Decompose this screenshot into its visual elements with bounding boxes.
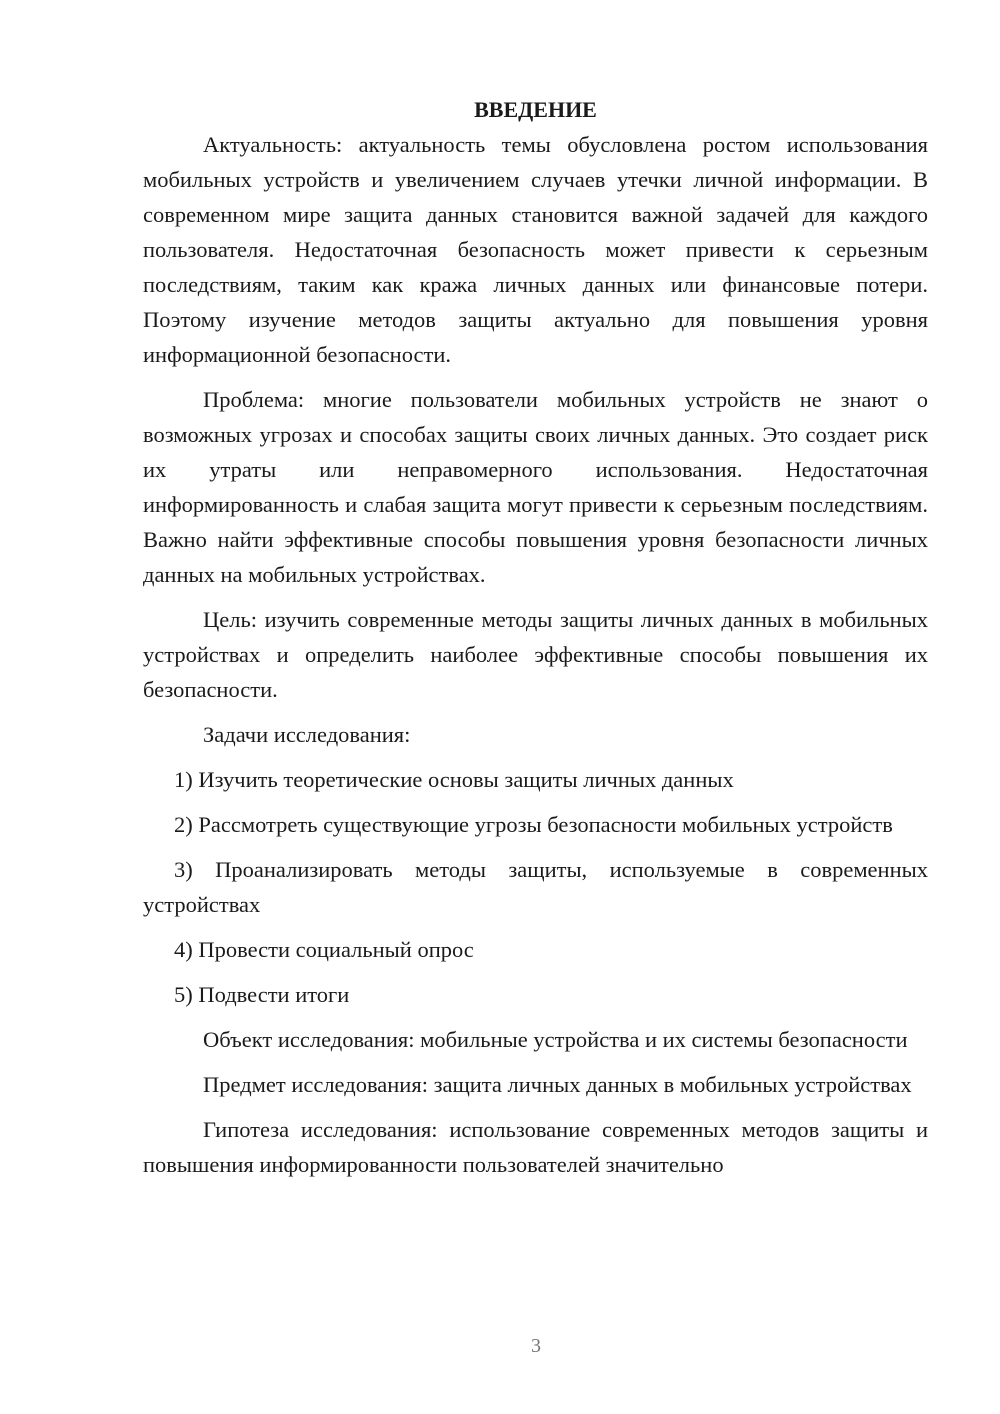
paragraph-relevance: Актуальность: актуальность темы обусловлена ростом использования мобильных устройств и увеличением случаев утечки личной информации. В современном мире защита данных становится важной задачей для каждого пользователя. Недостаточная безопасность может привести к серьезным последствиям, таким как кража личных данных или финансовые потери. Поэтому изучение методов защиты актуально для повышения уровня информационной безопасности. [143, 132, 928, 367]
task-item-5: 5) Подвести итоги [174, 982, 350, 1007]
paragraph-hypothesis: Гипотеза исследования: использование современных методов защиты и повышения информированности пользователей значительно [143, 1117, 928, 1177]
task-item-1: 1) Изучить теоретические основы защиты личных данных [174, 767, 734, 792]
tasks-heading: Задачи исследования: [203, 722, 411, 747]
section-heading: ВВЕДЕНИЕ [474, 97, 597, 122]
page-number: 3 [531, 1335, 541, 1357]
task-item-4: 4) Провести социальный опрос [174, 937, 474, 962]
paragraph-object: Объект исследования: мобильные устройства и их системы безопасности [203, 1027, 908, 1052]
paragraph-subject: Предмет исследования: защита личных данных в мобильных устройствах [203, 1072, 912, 1097]
task-item-3: 3) Проанализировать методы защиты, используемые в современных устройствах [143, 857, 928, 917]
paragraph-problem: Проблема: многие пользователи мобильных устройств не знают о возможных угрозах и способах защиты своих личных данных. Это создает риск их утраты или неправомерного использования. Недостаточная информированность и слабая защита могут привести к серьезным последствиям. Важно найти эффективные способы повышения уровня безопасности личных данных на мобильных устройствах. [143, 387, 928, 587]
task-item-2: 2) Рассмотреть существующие угрозы безопасности мобильных устройств [174, 812, 893, 837]
paragraph-goal: Цель: изучить современные методы защиты личных данных в мобильных устройствах и определить наиболее эффективные способы повышения их безопасности. [143, 607, 928, 702]
page-body [143, 92, 928, 1182]
